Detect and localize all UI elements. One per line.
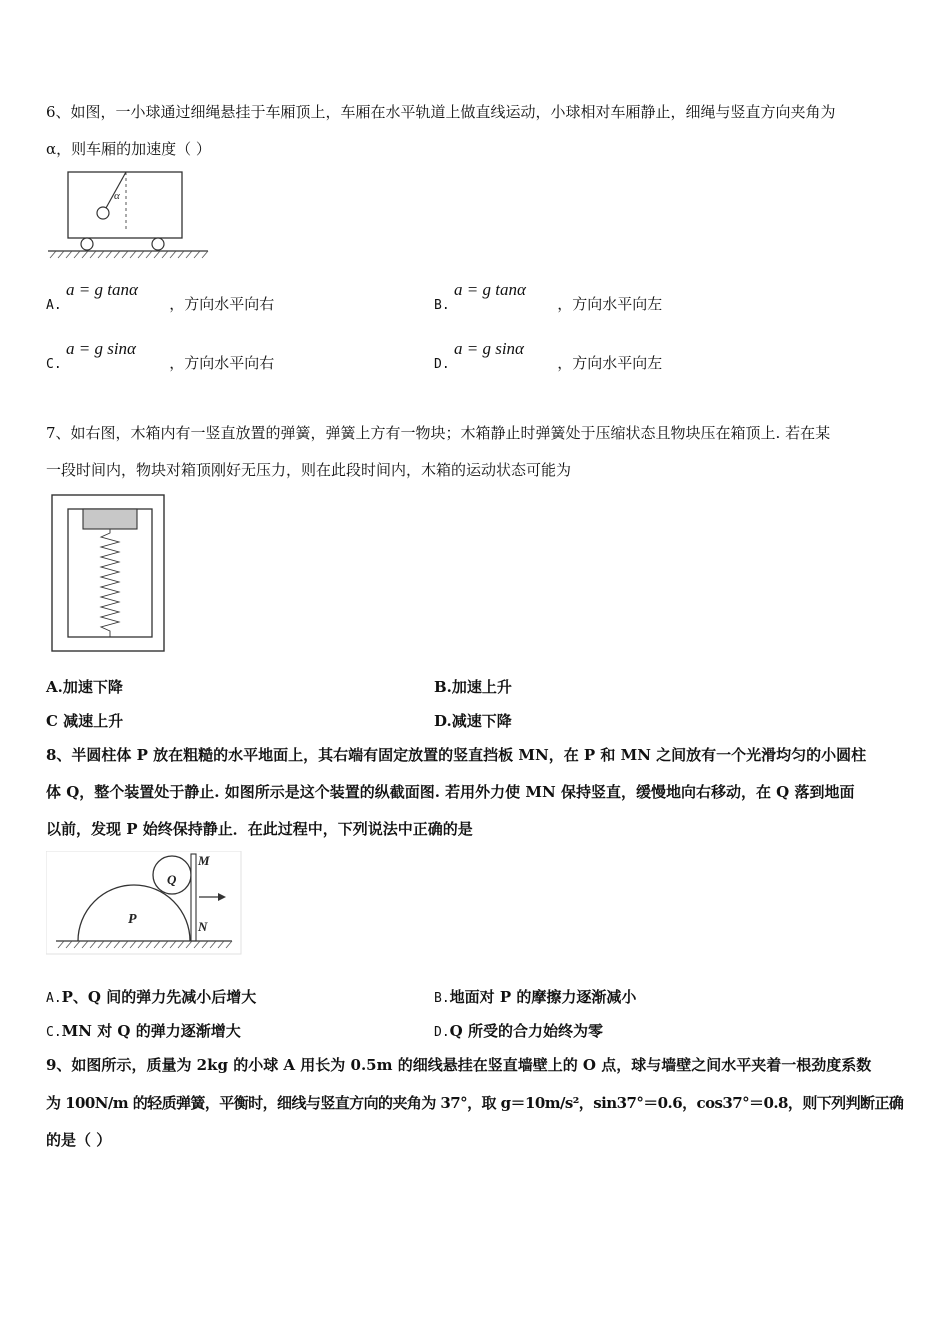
q8-baffle-mn: [191, 854, 196, 941]
q6-option-d[interactable]: [434, 353, 662, 375]
q6-stem-line2: α，则车厢的加速度（ ）: [46, 140, 211, 158]
q8-ground-hatch: [58, 941, 232, 948]
q7-option-c[interactable]: C 减速上升: [46, 712, 124, 730]
q7-stem-line1: 7、如右图，木箱内有一竖直放置的弹簧，弹簧上方有一物块；木箱静止时弹簧处于压缩状态且物块压在箱顶上. 若在某: [46, 424, 831, 442]
q8-option-a-letter: A.: [46, 991, 62, 1006]
q7-block: [83, 509, 137, 529]
q8-option-c[interactable]: [46, 1021, 241, 1043]
q6-option-a[interactable]: [46, 294, 274, 316]
q8-option-b-text: 地面对 P 的摩擦力逐渐减小: [449, 988, 637, 1006]
q8-arrow-head: [218, 893, 226, 901]
q6-option-c-letter: C.: [46, 357, 62, 372]
q6-option-c-text: ，方向水平向右: [169, 354, 275, 372]
q8-option-d-letter: D.: [434, 1025, 450, 1040]
q8-stem-line2: 体 Q，整个装置处于静止. 如图所示是这个装置的纵截面图. 若用外力使 MN 保持竖直，缓慢地向右移动，在 Q 落到地面: [46, 783, 855, 801]
q7-box-spring-figure: [50, 493, 168, 659]
q8-option-c-letter: C.: [46, 1025, 62, 1040]
q8-option-b[interactable]: [434, 987, 636, 1009]
q6-option-b[interactable]: [434, 294, 662, 316]
q9-stem-line2: 为 100N/m 的轻质弹簧，平衡时，细线与竖直方向的夹角为 37°，取 g＝10m/s²，sin37°＝0.6，cos37°＝0.8，则下列判断正确: [46, 1094, 904, 1112]
q7-option-a[interactable]: A.加速下降: [46, 678, 123, 696]
q6-carriage-figure: [46, 168, 216, 267]
q6-stem-line1: 6、如图，一小球通过细绳悬挂于车厢顶上，车厢在水平轨道上做直线运动，小球相对车厢静止，细绳与竖直方向夹角为: [46, 103, 836, 121]
q6-option-d-letter: D.: [434, 357, 450, 372]
q6-option-d-text: ，方向水平向左: [557, 354, 663, 372]
q6-option-a-text: ，方向水平向右: [169, 295, 275, 313]
q8-option-a[interactable]: [46, 987, 256, 1009]
q6-option-a-formula: a = g tanα: [66, 280, 138, 299]
q8-label-p: P: [128, 912, 137, 927]
q8-option-b-letter: B.: [434, 991, 450, 1006]
q7-stem-line2: 一段时间内，物块对箱顶刚好无压力，则在此段时间内，木箱的运动状态可能为: [46, 461, 572, 479]
q8-stem-line3: 以前，发现 P 始终保持静止．在此过程中，下列说法中正确的是: [46, 820, 473, 838]
q7-option-b[interactable]: B.加速上升: [434, 678, 512, 696]
q6-ground-hatch: [50, 251, 208, 258]
q7-spring: [101, 529, 119, 637]
q8-cylinder-figure: [46, 851, 242, 959]
q6-option-b-letter: B.: [434, 298, 450, 313]
q8-option-d-text: Q 所受的合力始终为零: [449, 1022, 603, 1040]
q8-option-d[interactable]: [434, 1021, 603, 1043]
q6-option-b-text: ，方向水平向左: [557, 295, 663, 313]
q6-option-b-formula: a = g tanα: [454, 280, 526, 299]
q6-option-a-letter: A.: [46, 298, 62, 313]
q6-option-c-formula: a = g sinα: [66, 339, 136, 358]
q9-stem-line1: 9、如图所示，质量为 2kg 的小球 A 用长为 0.5m 的细线悬挂在竖直墙壁上的 O 点，球与墙壁之间水平夹着一根劲度系数: [46, 1056, 872, 1074]
q6-alpha-label: α: [114, 190, 120, 202]
q8-label-n: N: [198, 919, 208, 934]
q7-option-d[interactable]: D.减速下降: [434, 712, 512, 730]
q8-option-c-text: MN 对 Q 的弹力逐渐增大: [61, 1022, 241, 1040]
q8-option-a-text: P、Q 间的弹力先减小后增大: [61, 988, 257, 1006]
q8-stem-line1: 8、半圆柱体 P 放在粗糙的水平地面上，其右端有固定放置的竖直挡板 MN，在 P 和 MN 之间放有一个光滑均匀的小圆柱: [46, 746, 867, 764]
q8-label-m: M: [198, 853, 210, 868]
q6-option-c[interactable]: [46, 353, 274, 375]
q9-stem-line3: 的是（ ）: [46, 1131, 112, 1149]
q8-label-q: Q: [167, 872, 177, 887]
q6-option-d-formula: a = g sinα: [454, 339, 524, 358]
